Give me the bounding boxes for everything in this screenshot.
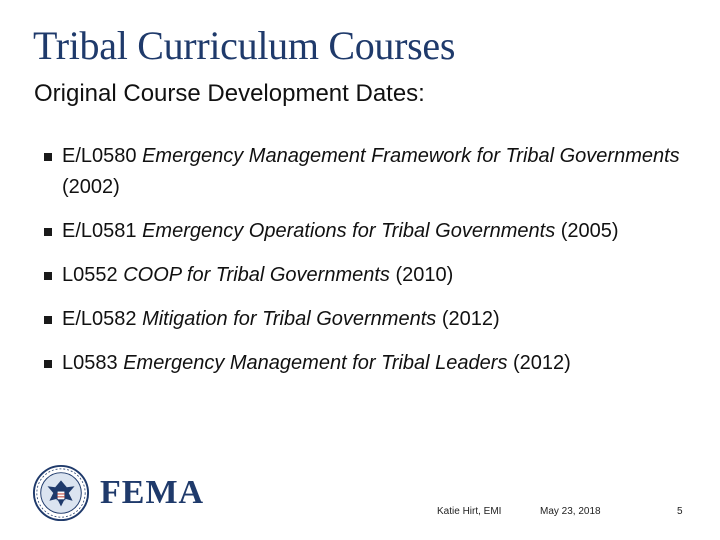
square-bullet-icon xyxy=(44,360,52,368)
course-title: Emergency Management for Tribal Leaders xyxy=(123,352,508,374)
square-bullet-icon xyxy=(44,316,52,324)
page-number: 5 xyxy=(677,506,683,517)
slide-title: Tribal Curriculum Courses xyxy=(33,23,456,68)
course-title: Emergency Management Framework for Tribal Governments xyxy=(142,145,680,167)
course-year: (2002) xyxy=(62,176,120,198)
fema-logo-text: FEMA xyxy=(100,474,205,511)
course-code: E/L0582 xyxy=(62,308,137,330)
course-year: (2010) xyxy=(395,264,454,286)
course-year: (2012) xyxy=(441,308,500,330)
presentation-date: May 23, 2018 xyxy=(540,506,601,517)
course-item xyxy=(44,348,704,379)
square-bullet-icon xyxy=(44,228,52,236)
course-year: (2012) xyxy=(513,352,571,374)
dhs-seal-icon xyxy=(32,464,90,522)
course-item xyxy=(44,216,704,247)
course-code: E/L0581 xyxy=(62,220,137,242)
course-code: L0552 xyxy=(62,264,118,286)
presenter-name: Katie Hirt, EMI xyxy=(437,506,502,517)
square-bullet-icon xyxy=(44,153,52,161)
course-list xyxy=(44,141,704,379)
course-item xyxy=(44,260,704,291)
course-code: L0583 xyxy=(62,352,118,374)
course-item xyxy=(44,304,704,335)
course-code: E/L0580 xyxy=(62,145,137,167)
course-title: COOP for Tribal Governments xyxy=(123,264,390,286)
course-title: Mitigation for Tribal Governments xyxy=(142,308,437,330)
course-year: (2005) xyxy=(560,220,619,242)
fema-logo xyxy=(32,464,204,522)
slide-subtitle: Original Course Development Dates: xyxy=(34,80,425,107)
course-item xyxy=(44,141,704,203)
square-bullet-icon xyxy=(44,272,52,280)
course-title: Emergency Operations for Tribal Governments xyxy=(142,220,556,242)
